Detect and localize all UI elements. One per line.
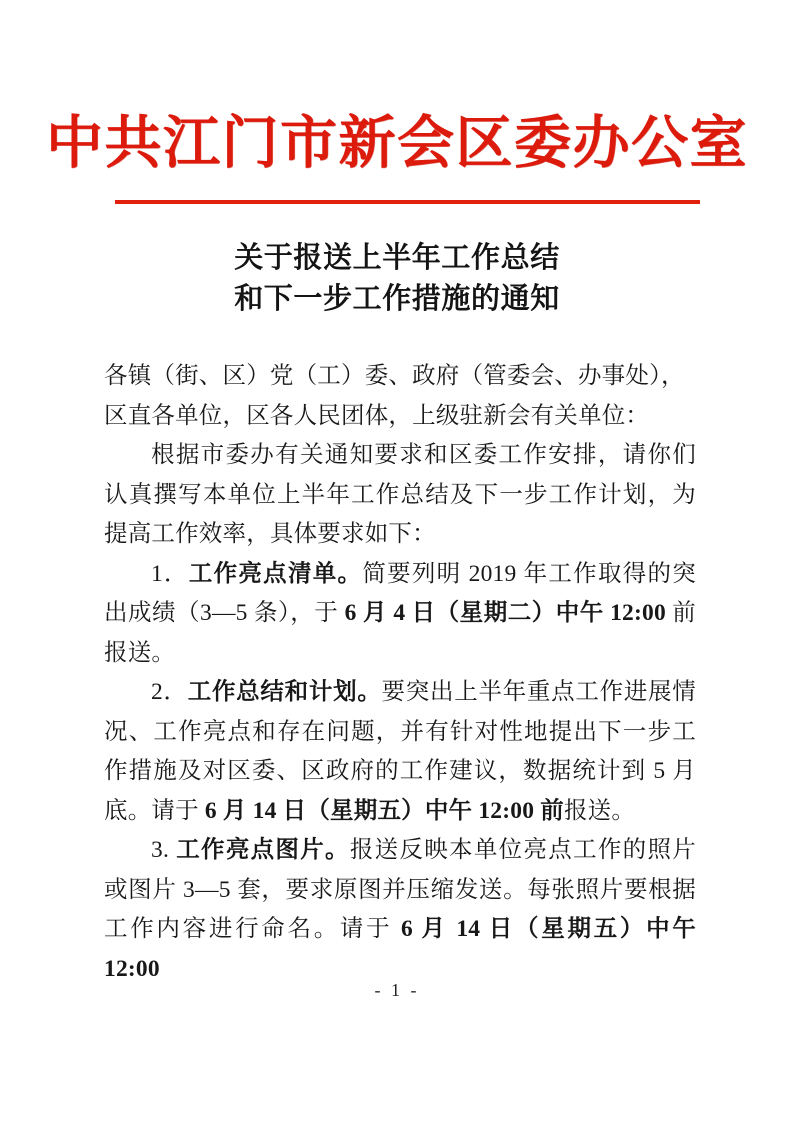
document-title-line-1: 关于报送上半年工作总结 (234, 242, 560, 274)
requirement-item-2 (104, 673, 696, 831)
letterhead-red-rule (115, 200, 700, 204)
item-3-deadline: 6 月 14 日（星期五）中午 12:00 (104, 916, 697, 982)
item-3-number: 3. (151, 837, 177, 863)
item-1-number: 1． (151, 560, 189, 587)
item-2-heading: 工作总结和计划。 (187, 679, 382, 705)
requirement-item-3 (104, 831, 696, 989)
page-footer (0, 980, 794, 1001)
addressee-line-2: 区直各单位，区各人民团体，上级驻新会有关单位： (104, 402, 650, 429)
item-2-number: 2． (151, 679, 188, 705)
document-body (104, 357, 696, 989)
opening-paragraph: 根据市委办有关通知要求和区委工作安排，请你们认真撰写本单位上半年工作总结及下一步工作计划，为提高工作效率，具体要求如下： (104, 442, 696, 547)
document-title (0, 238, 794, 320)
item-1-heading: 工作亮点清单。 (188, 560, 363, 587)
item-3-heading: 工作亮点图片。 (176, 837, 350, 863)
page-number: - 1 - (374, 980, 420, 1000)
item-2-deadline: 6 月 14 日（星期五）中午 12:00 前 (204, 797, 564, 824)
item-3-text-before-deadline: 报送反映本单位亮点工作的照片或图片 3—5 套，要求原图并压缩发送。每张照片要根据工作内容进行命名。请于 (104, 837, 696, 942)
item-2-text-before-deadline: 要突出上半年重点工作进展情况、工作亮点和存在问题，并有针对性地提出下一步工作措施及对区委、区政府的工作建议，数据统计到 5 月底。请于 (104, 679, 696, 824)
item-1-text-after-deadline: 前报送。 (104, 600, 697, 666)
requirement-item-1 (104, 555, 696, 674)
item-2-text-after-deadline: 报送。 (563, 797, 636, 824)
item-1-text-before-deadline: 简要列明 2019 年工作取得的突出成绩（3—5 条），于 (104, 560, 696, 626)
document-title-line-2: 和下一步工作措施的通知 (234, 283, 560, 316)
addressee-line-1: 各镇（街、区）党（工）委、政府（管委会、办事处）， (104, 363, 685, 389)
item-1-deadline: 6 月 4 日（星期二）中午 12:00 (344, 600, 666, 626)
letterhead (0, 112, 794, 176)
letterhead-organization-name: 中共江门市新会区委办公室 (46, 112, 748, 175)
